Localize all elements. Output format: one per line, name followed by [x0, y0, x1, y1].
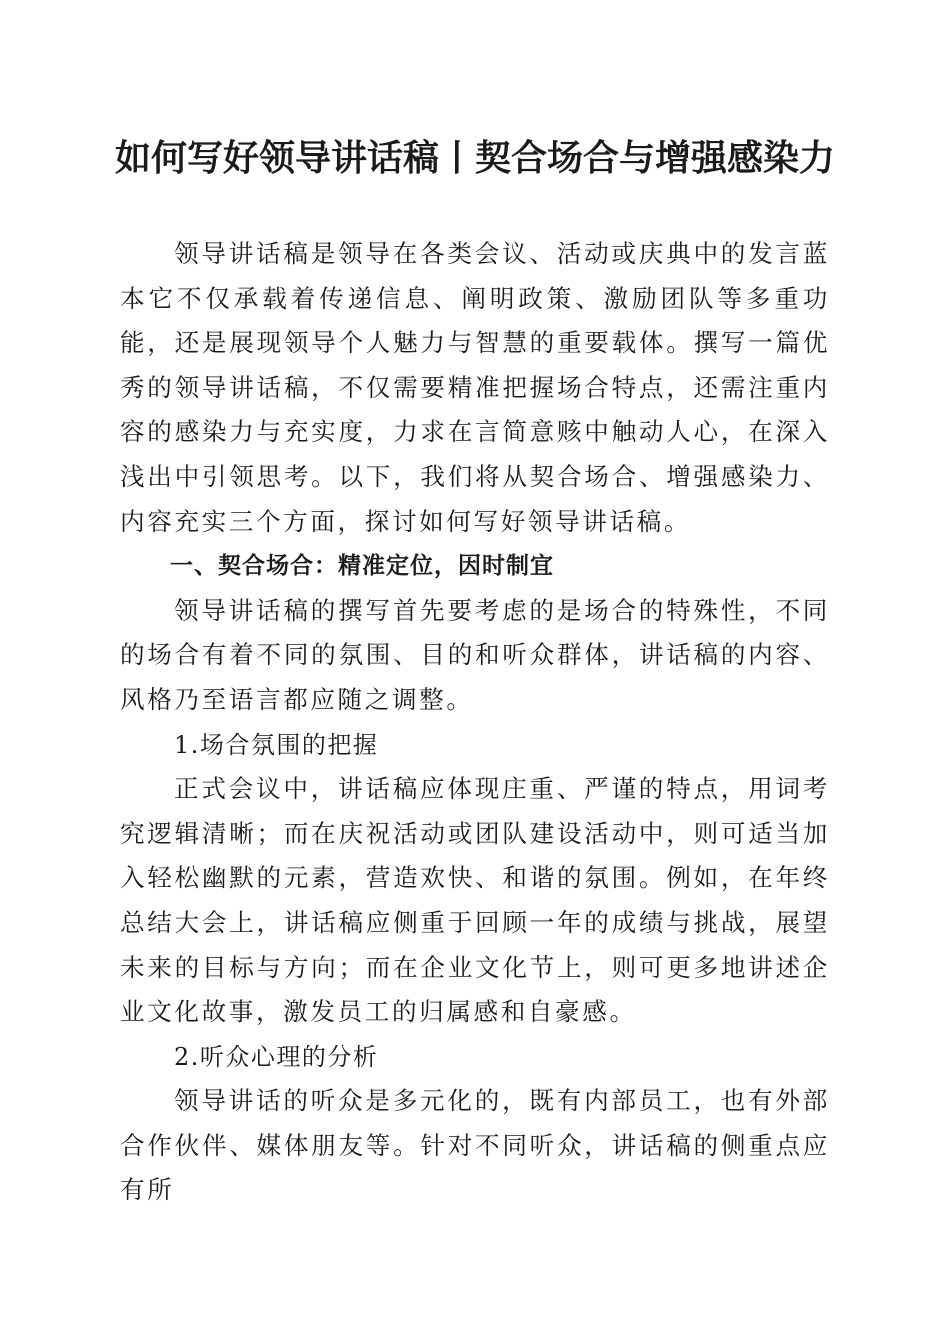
section-1-heading: 一、契合场合：精准定位，因时制宜 [170, 553, 554, 580]
subsection-1-text: 正式会议中，讲话稿应体现庄重、严谨的特点，用词考究逻辑清晰；而在庆祝活动或团队建设活动中，则可适当加入轻松幽默的元素，营造欢快、和谐的氛围。例如，在年终总结大会上，讲话稿应侧重于回顾一年的成绩与挑战，展望未来的目标与方向；而在企业文化节上，则可更多地讲述企业文化故事，激发员工的归属感和自豪感。 [120, 774, 830, 1027]
document-body [120, 232, 830, 1213]
subsection-1-heading: 1.场合氛围的把握 [174, 730, 379, 759]
subsection-2-text: 领导讲话的听众是多元化的，既有内部员工，也有外部合作伙伴、媒体朋友等。针对不同听众，讲话稿的侧重点应有所 [120, 1086, 830, 1205]
document-title: 如何写好领导讲话稿丨契合场合与增强感染力 [114, 137, 835, 179]
section-1-intro: 领导讲话稿的撰写首先要考虑的是场合的特殊性，不同的场合有着不同的氛围、目的和听众群体，讲话稿的内容、风格乃至语言都应随之调整。 [120, 595, 830, 714]
subsection-2-heading: 2.听众心理的分析 [174, 1042, 379, 1071]
intro-paragraph: 领导讲话稿是领导在各类会议、活动或庆典中的发言蓝本它不仅承载着传递信息、阐明政策、激励团队等多重功能，还是展现领导个人魅力与智慧的重要载体。撰写一篇优秀的领导讲话稿，不仅需要精准把握场合特点，还需注重内容的感染力与充实度，力求在言简意赅中触动人心，在深入浅出中引领思考。以下，我们将从契合场合、增强感染力、内容充实三个方面，探讨如何写好领导讲话稿。 [120, 239, 830, 536]
